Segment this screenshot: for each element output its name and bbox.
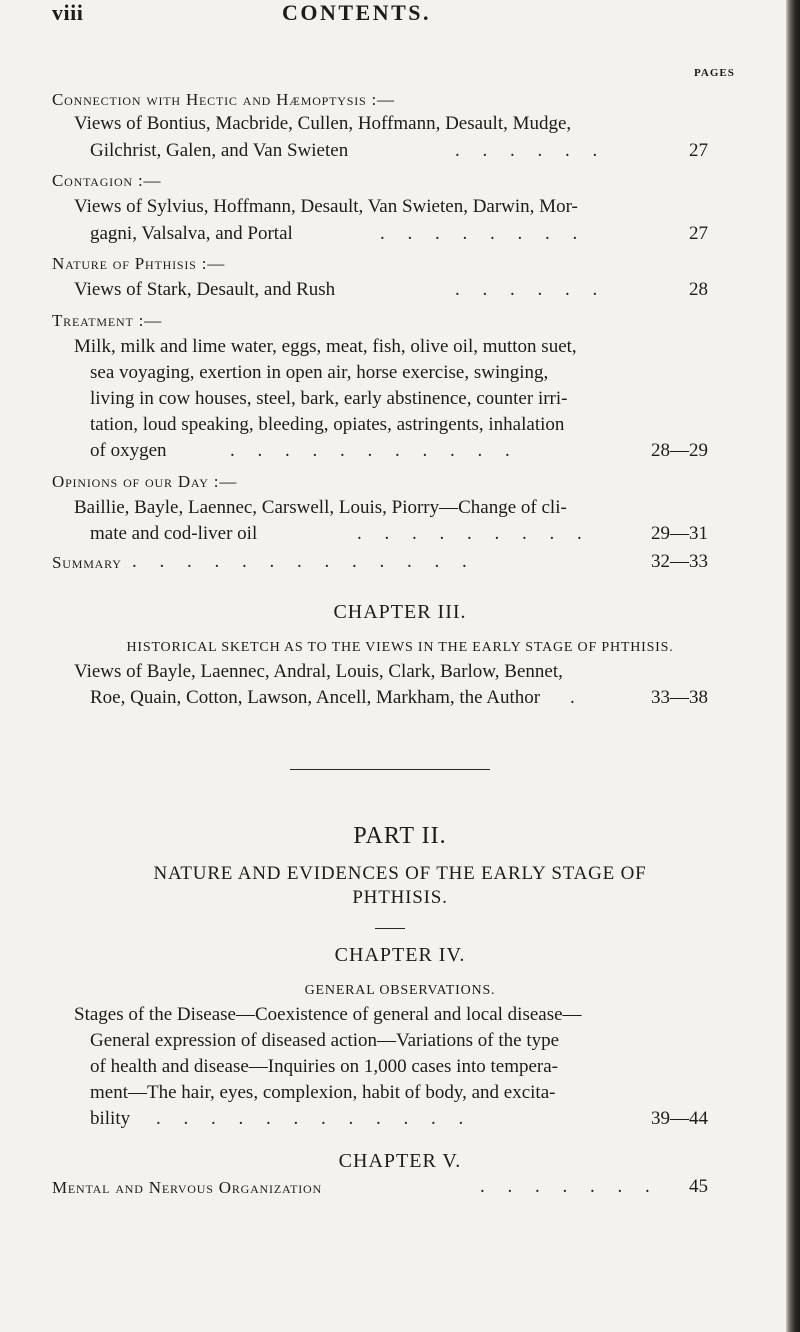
entry-text: Views of Sylvius, Hoffmann, Desault, Van Swieten, Darwin, Mor- — [74, 196, 578, 217]
entry-text: gagni, Valsalva, and Portal — [90, 223, 293, 244]
leader-dots: . . . . . . . . . . . — [230, 440, 519, 461]
chapter-title: CHAPTER V. — [338, 1150, 462, 1172]
pages-column-label: PAGES — [694, 67, 735, 79]
page-reference: 27 — [689, 140, 708, 161]
scan-edge — [786, 0, 800, 1332]
section-heading-hectic: Connection with Hectic and Hæmoptysis :— — [52, 90, 395, 109]
chapter-title: CHAPTER IV. — [334, 944, 466, 966]
page-reference: 28—29 — [651, 440, 708, 461]
page-reference: 33—38 — [651, 687, 708, 708]
entry-text: of oxygen — [90, 440, 167, 461]
leader-dots: . . . . . . . . . — [357, 523, 591, 544]
page-reference: 28 — [689, 279, 708, 300]
entry-text: sea voyaging, exertion in open air, horse exercise, swinging, — [90, 362, 549, 383]
entry-text: ment—The hair, eyes, complexion, habit of body, and excita- — [90, 1082, 556, 1103]
entry-text: Roe, Quain, Cotton, Lawson, Ancell, Markham, the Author — [90, 687, 541, 708]
section-heading-opinions: Opinions of our Day :— — [52, 472, 238, 491]
entry-text: of health and disease—Inquiries on 1,000 cases into tempera- — [90, 1056, 558, 1077]
entry-text: tation, loud speaking, bleeding, opiates, astringents, inhalation — [90, 414, 565, 435]
section-heading-treatment: Treatment :— — [52, 311, 162, 330]
leader-dots: . . . . . . — [455, 279, 607, 300]
part-title: PART II. — [353, 823, 447, 849]
chapter-subtitle: GENERAL OBSERVATIONS. — [304, 983, 496, 998]
entry-text: Views of Bayle, Laennec, Andral, Louis, Clark, Barlow, Bennet, — [74, 661, 563, 682]
page-reference: 29—31 — [651, 523, 708, 544]
leader-dots: . . . . . . . . — [380, 223, 587, 244]
leader-dots: . . . . . . . . . . . . — [156, 1108, 473, 1129]
entry-text: Baillie, Bayle, Laennec, Carswell, Louis, Piorry—Change of cli- — [74, 497, 567, 518]
section-heading-summary: Summary — [52, 553, 122, 572]
leader-dots: . . . . . . — [455, 140, 607, 161]
leader-dots: . . . . . . . — [480, 1176, 659, 1197]
entry-text: Milk, milk and lime water, eggs, meat, fish, olive oil, mutton suet, — [74, 336, 577, 357]
entry-text: Views of Stark, Desault, and Rush — [74, 279, 336, 300]
short-divider — [375, 928, 405, 929]
entry-text: living in cow houses, steel, bark, early abstinence, counter irri- — [90, 388, 568, 409]
running-page-number: viii — [52, 0, 84, 25]
part-subtitle: PHTHISIS. — [352, 887, 448, 908]
section-heading-nature: Nature of Phthisis :— — [52, 254, 226, 273]
chapter-title: CHAPTER III. — [333, 601, 467, 623]
chapter-subtitle: HISTORICAL SKETCH AS TO THE VIEWS IN THE EARLY STAGE OF PHTHISIS. — [126, 640, 674, 655]
section-heading-contagion: Contagion :— — [52, 171, 162, 190]
page-reference: 32—33 — [651, 551, 708, 572]
page-reference: 39—44 — [651, 1108, 708, 1129]
entry-text: Mental and Nervous Organization — [52, 1178, 322, 1197]
page-reference: 45 — [689, 1176, 708, 1197]
page-reference: 27 — [689, 223, 708, 244]
running-title: CONTENTS. — [282, 0, 432, 25]
leader-dots: . — [570, 687, 584, 708]
entry-text: mate and cod-liver oil — [90, 523, 258, 544]
entry-text: General expression of diseased action—Variations of the type — [90, 1030, 560, 1051]
entry-text: bility — [90, 1108, 131, 1129]
leader-dots: . . . . . . . . . . . . . — [132, 551, 476, 572]
section-divider — [290, 769, 490, 770]
entry-text: Gilchrist, Galen, and Van Swieten — [90, 140, 349, 161]
entry-text: Stages of the Disease—Coexistence of general and local disease— — [74, 1004, 582, 1025]
entry-text: Views of Bontius, Macbride, Cullen, Hoffmann, Desault, Mudge, — [74, 113, 572, 134]
part-subtitle: NATURE AND EVIDENCES OF THE EARLY STAGE OF — [153, 863, 647, 884]
